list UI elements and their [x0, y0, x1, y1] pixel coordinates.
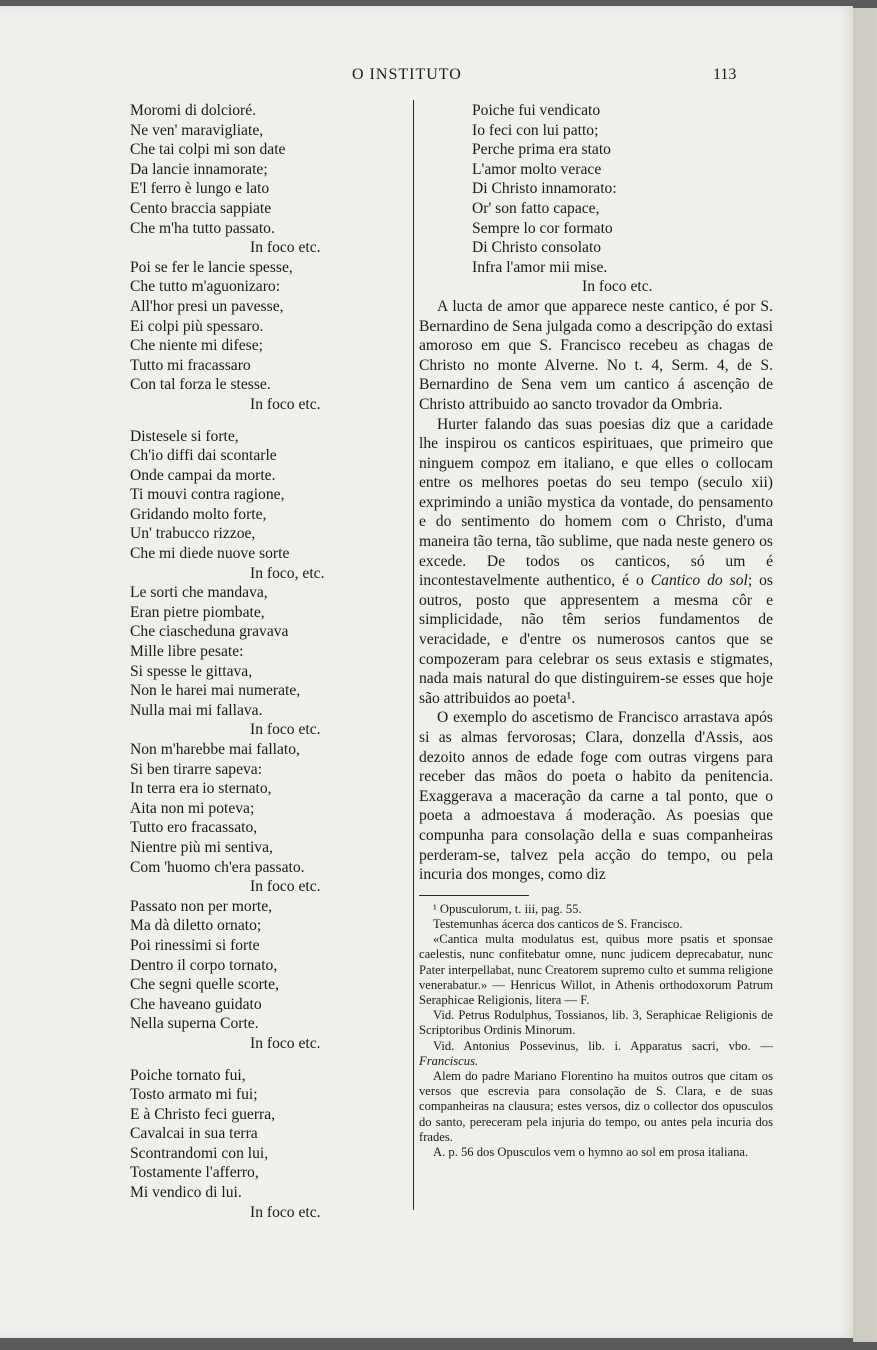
verse-line: Ei colpi più spessaro.	[130, 317, 264, 335]
right-column-poem	[419, 101, 773, 297]
paragraph-lucta-de-amor: A lucta de amor que apparece neste cantico, é por S. Bernardino de Sena julgada como a descripção do extasi amoroso em que S. Francisco recebeu as chagas de Christo no monte Alverne. No t. 4, Serm. 4, de S. Bernardino de Sena vem um cantico á ascenção de Christo attribuido ao sancto trovador da Ombria.	[419, 297, 773, 413]
verse-line: Onde campai da morte.	[130, 466, 276, 484]
verse-line: Nientre più mi sentiva,	[130, 838, 273, 856]
paragraph-hurter-text: Hurter falando das suas poesias diz que a caridade lhe inspirou os canticos espirituaes, que primeiro que ninguem compoz em italiano, e que elles o collocam entre os melhores poetas do seu tempo (seculo xii) exprimindo a união mystica da vontade, do pensamento e do sentimento do homem com o Christo, d'uma maneira tão terna, tão sublime, que nada neste genero os excede. De todos os canticos, só um é incontestavelmente authentico, é o	[419, 415, 773, 590]
verse-line: Un' trabucco rizzoe,	[130, 525, 256, 543]
refrain-line: In foco etc.	[250, 1203, 321, 1221]
verse-line: Che m'ha tutto passato.	[130, 219, 275, 237]
page-edge-stack	[853, 8, 877, 1342]
verse-line: Poiche tornato fui,	[130, 1066, 246, 1084]
verse-line: Le sorti che mandava,	[130, 584, 268, 602]
footnote-hymno-ao-sol: A. p. 56 dos Opusculos vem o hymno ao sol em prosa italiana.	[433, 1145, 749, 1159]
verse-line: Poi rinessimi si forte	[130, 936, 260, 954]
page-number: 113	[713, 66, 737, 83]
verse-line: Tosto armato mi fui;	[130, 1086, 258, 1104]
verse-line: Che niente mi difese;	[130, 337, 263, 355]
left-column-poem	[130, 101, 406, 1222]
cantico-do-sol-title: Cantico do sol	[650, 572, 748, 590]
refrain-line: In foco etc.	[250, 1034, 321, 1052]
verse-line: Moromi di dolcioré.	[130, 102, 257, 119]
verse-line: Gridando molto forte,	[130, 505, 267, 523]
verse-line: All'hor presi un pavesse,	[130, 297, 284, 315]
verse-line: Che ciascheduna gravava	[130, 623, 289, 641]
footnote-possevinus	[419, 1039, 773, 1069]
verse-line: Aita non mi poteva;	[130, 799, 255, 817]
verse-line: Con tal forza le stesse.	[130, 376, 271, 394]
verse-line: Che mi diede nuove sorte	[130, 545, 290, 563]
verse-line: Che segni quelle scorte,	[130, 976, 279, 994]
paragraph-hurter-text-end: ; os outros, posto que appresentem a mesma côr e simplicidade, não têm serios fundamentos de veracidade, e d'entre os numerosos cantos que se compozeram para celebrar os seus extasis e stigmates, nada mais natural do que distinguirem-se esses que hoje são attribuidos ao poeta¹.	[419, 572, 773, 707]
footnote-1: ¹ Opusculorum, t. iii, pag. 55.	[433, 901, 582, 916]
footnotes	[419, 902, 773, 1160]
verse-line: Non le harei mai numerate,	[130, 682, 301, 700]
verse-line: Passato non per morte,	[130, 897, 273, 915]
running-title: O INSTITUTO	[352, 66, 462, 83]
verse-line: Da lancie innamorate;	[130, 160, 268, 178]
footnote-possevinus-text: Vid. Antonius Possevinus, lib. i. Apparatus sacri, vbo. —	[433, 1038, 773, 1053]
verse-line: Cento braccia sappiate	[130, 199, 272, 217]
refrain-line: In foco etc.	[582, 278, 653, 296]
paragraph-exemplo-ascetismo: O exemplo do ascetismo de Francisco arrastava após si as almas fervorosas; Clara, donzella d'Assis, aos dezoito annos de edade foge com outras virgens para receber das mãos do poeta o habito da penitencia. Exaggerava a maceração da carne a tal ponto, que o poeta a admoestava á moderação. As poesias que compunha para consolação della e suas companheiras perderam-se, talvez pela acção do tempo, ou pela incuria dos monges, como diz	[419, 709, 773, 884]
refrain-line: In foco, etc.	[250, 564, 325, 582]
verse-line: Io feci con lui patto;	[472, 121, 599, 139]
verse-line: Di Christo innamorato:	[472, 180, 617, 198]
verse-line: Nella superna Corte.	[130, 1015, 259, 1033]
footnote-willot-quote: «Cantica multa modulatus est, quibus more psatis et sponsae caelestis, nunc confitebatur omne, nunc judicem deprecabatur, nunc Pater interpellabat, nunc Creatorem supremo culto et summa religione venerabatur.» — Henricus Willot, in Athenis orthodoxorum Patrum Seraphicae Religionis, litera — F.	[419, 932, 773, 1007]
verse-line: Che tai colpi mi son date	[130, 141, 286, 159]
verse-line: L'amor molto veracе	[472, 160, 602, 178]
verse-line: Che tutto m'aguonizaro:	[130, 278, 281, 296]
refrain-line: In foco etc.	[250, 878, 321, 896]
refrain-line: In foco etc.	[250, 395, 321, 413]
verse-line: Che haveano guidato	[130, 995, 262, 1013]
verse-line: Tostamente l'afferro,	[130, 1164, 259, 1182]
verse-line: Poi se fer le lancie spesse,	[130, 258, 293, 276]
verse-line: Sempre lo cor formato	[472, 219, 613, 237]
verse-line: Nulla mai mi fallava.	[130, 701, 263, 719]
footnote-rule	[419, 895, 529, 896]
verse-line: Dentro il corpo tornato,	[130, 956, 278, 974]
verse-line: Ti mouvi contra ragione,	[130, 486, 285, 504]
footnote-mariano: Alem do padre Mariano Florentino ha muitos outros que citam os versos que escrevia para consolação de S. Clara, e de suas companheiras na clausura; estes versos, diz o collector dos opusculos do santo, pereceram pela injuria do tempo, ou antes pela incuria dos frades.	[419, 1068, 773, 1144]
verse-line: Non m'harebbe mai fallato,	[130, 741, 300, 758]
verse-line: Com 'huomo ch'era passato.	[130, 858, 305, 876]
stanza-gap	[130, 415, 406, 427]
verse-line: Tutto ero fracassato,	[130, 819, 258, 837]
refrain-line: In foco etc.	[250, 239, 321, 257]
verse-line: Eran pietre piombate,	[130, 603, 265, 621]
verse-line: Scontrandomi con lui,	[130, 1144, 269, 1162]
verse-line: Infra l'amor mii mise.	[472, 258, 608, 276]
verse-line: Perche prima era stato	[472, 141, 611, 159]
stanza-gap	[130, 1054, 406, 1066]
verse-line: E à Christo feci guerra,	[130, 1105, 276, 1123]
verse-line: Ne ven' maravigliate,	[130, 121, 264, 139]
verse-line: In terra era io sternato,	[130, 780, 272, 798]
page-header	[0, 66, 853, 90]
refrain-line: In foco etc.	[250, 721, 321, 739]
footnote-franciscus: Franciscus.	[419, 1053, 479, 1068]
verse-line: Di Christo consolato	[472, 239, 602, 257]
verse-line: Mille libre pesate:	[130, 643, 244, 661]
verse-line: Poiche fui vendicato	[472, 102, 601, 119]
verse-line: Tutto mi fracassaro	[130, 356, 251, 374]
verse-line: Cavalcai in sua terra	[130, 1125, 258, 1143]
verse-line: Mi vendico di lui.	[130, 1184, 242, 1202]
footnote-heading: Testemunhas ácerca dos canticos de S. Francisco.	[433, 916, 683, 931]
footnote-rodulphus: Vid. Petrus Rodulphus, Tossianos, lib. 3, Seraphicae Religionis de Scriptoribus Ordinis Minorum.	[419, 1008, 773, 1038]
right-column	[419, 101, 773, 1160]
paragraph-hurter	[419, 415, 773, 709]
verse-line: Si ben tirarre sapeva:	[130, 760, 263, 778]
verse-line: Ma dà diletto ornato;	[130, 917, 262, 935]
verse-line: Distesele si forte,	[130, 427, 239, 445]
verse-line: Ch'io diffi dai scontarle	[130, 447, 277, 465]
verse-line: Si spesse le gittava,	[130, 662, 253, 680]
verse-line: E'l ferro è lungo e lato	[130, 180, 270, 198]
column-divider	[413, 100, 414, 1210]
verse-line: Or' son fatto capace,	[472, 199, 600, 217]
